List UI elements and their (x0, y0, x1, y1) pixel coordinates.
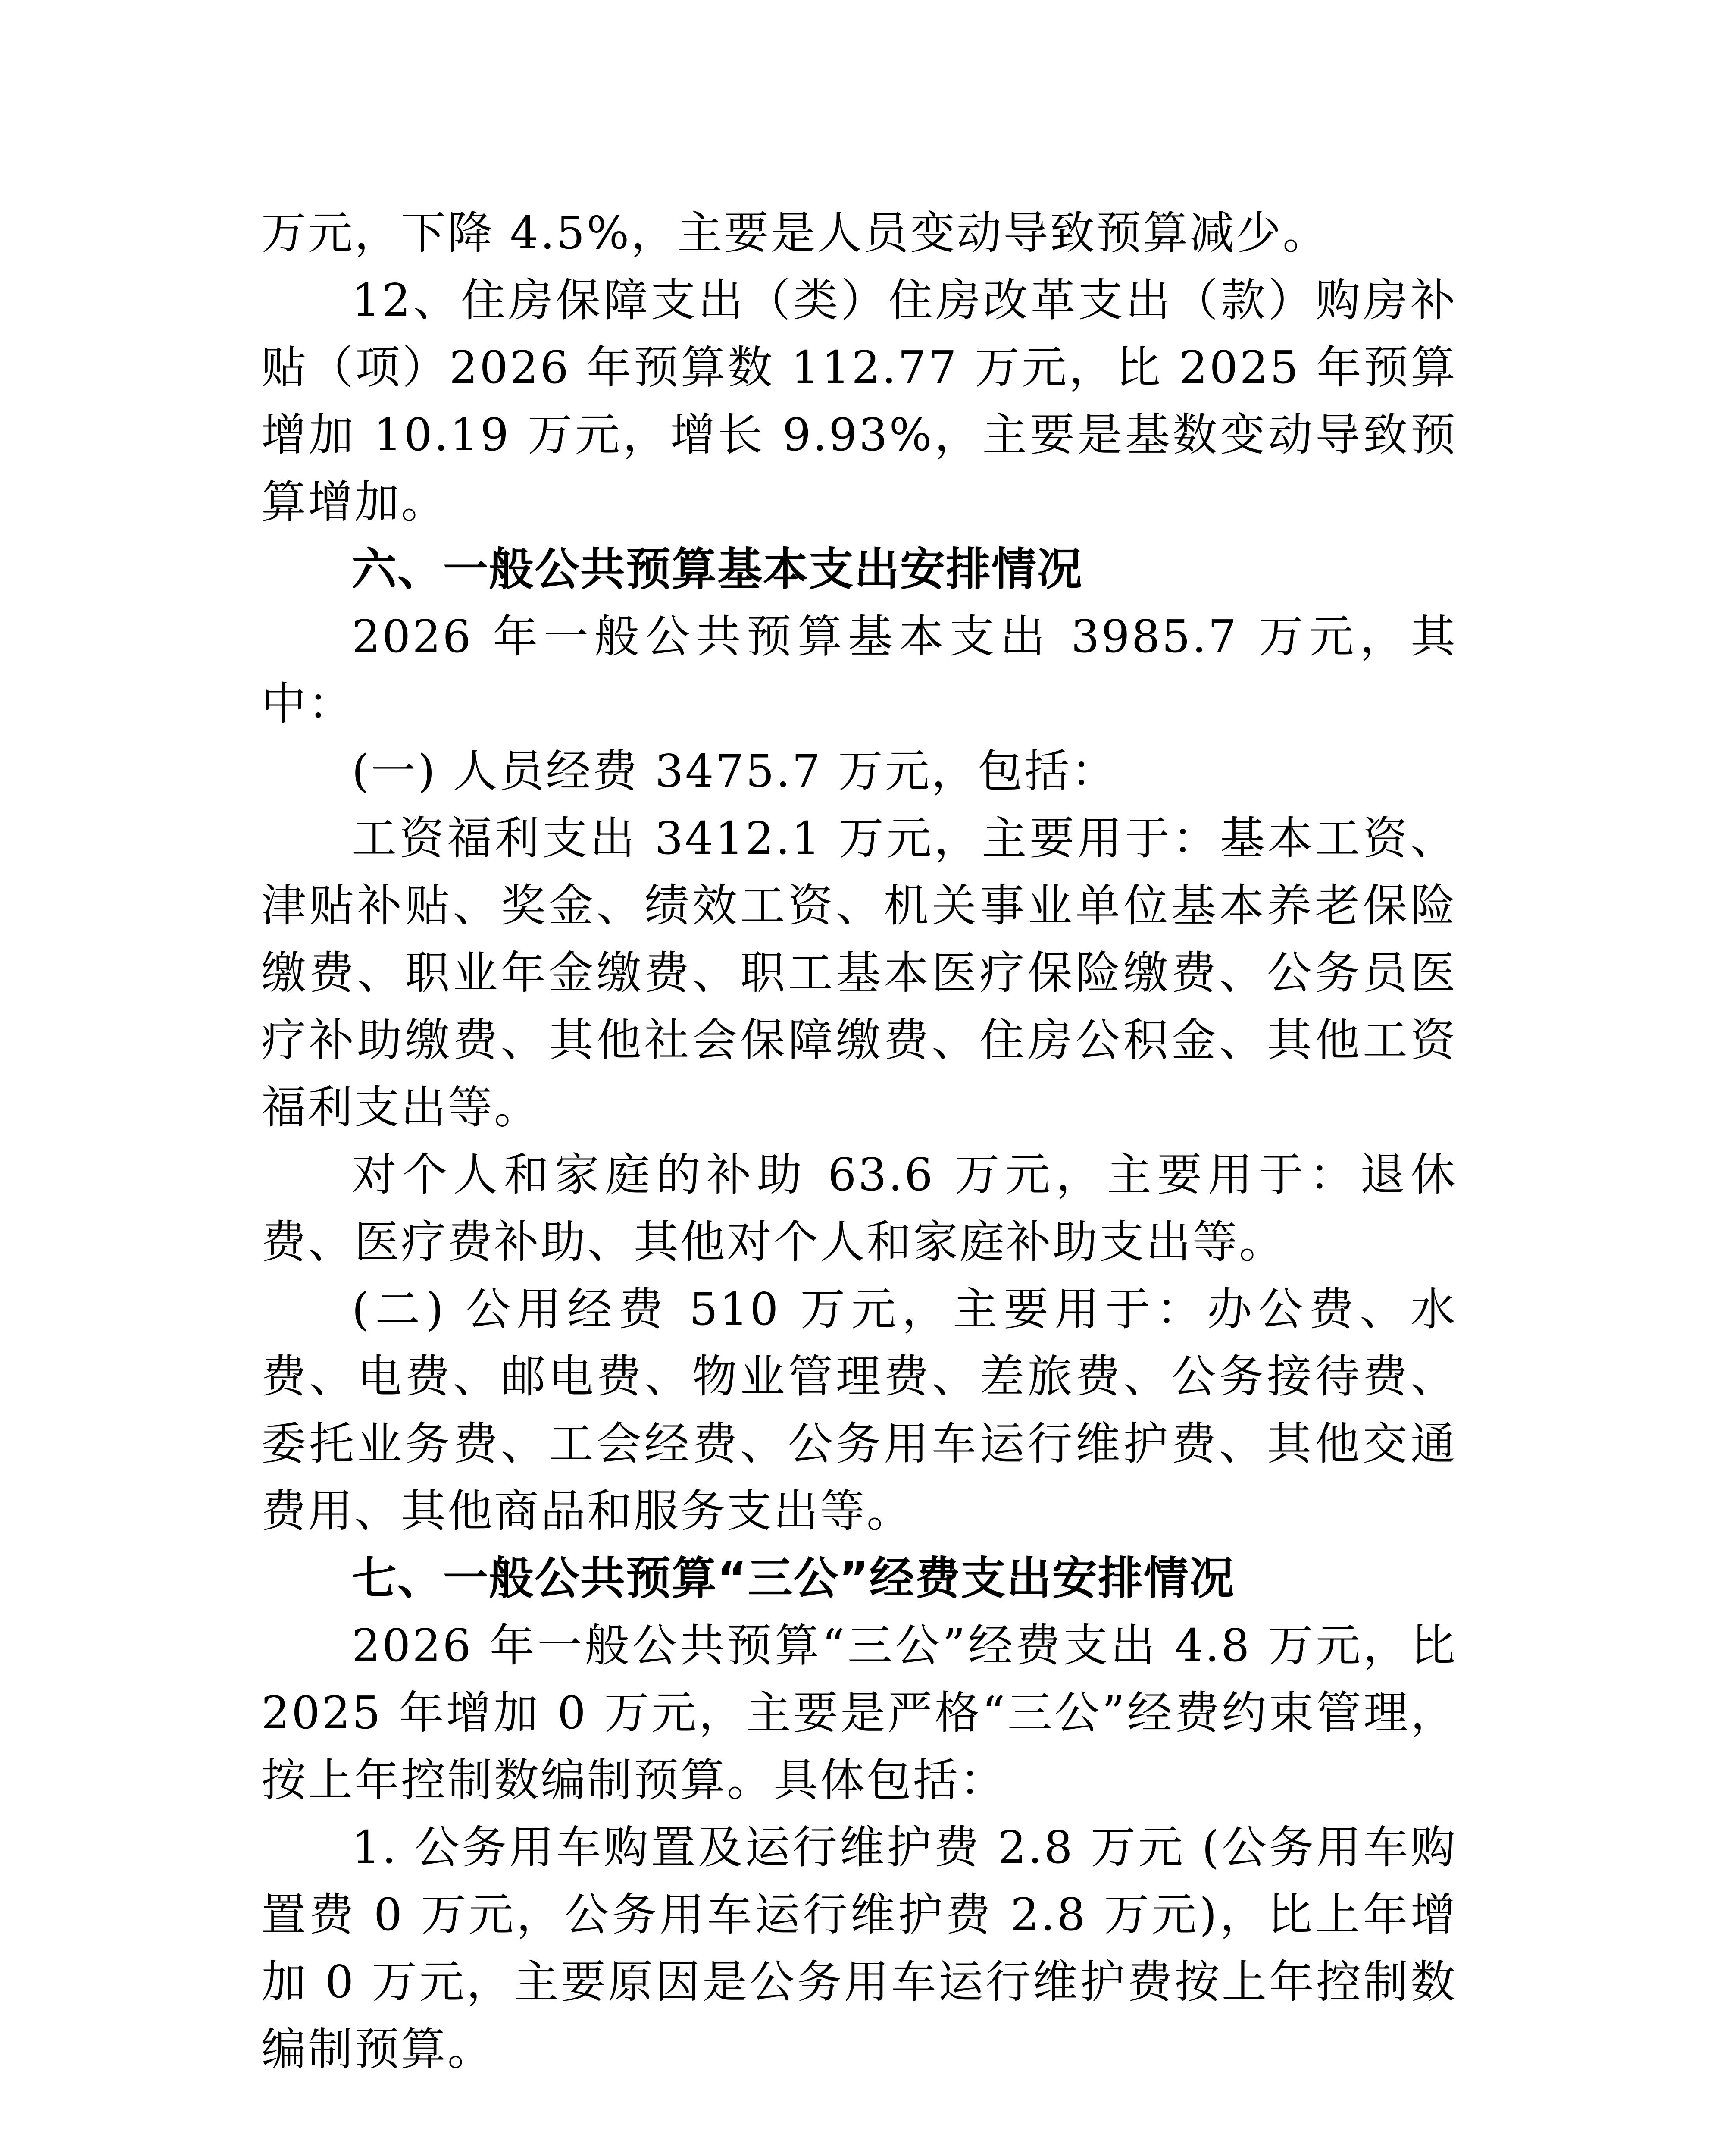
paragraph-item-12: 12、住房保障支出（类）住房改革支出（款）购房补贴（项）2026 年预算数 112.77 万元，比 2025 年预算增加 10.19 万元，增长 9.93%，主要是基数变动导致预算增加。 (261, 274, 1457, 528)
paragraph-household-subsidy: 对个人和家庭的补助 63.6 万元，主要用于：退休费、医疗费补助、其他对个人和家庭补助支出等。 (261, 1148, 1457, 1268)
section-heading-7: 七、一般公共预算“三公”经费支出安排情况 (352, 1552, 1235, 1604)
document-body (261, 199, 1457, 2083)
paragraph-wage-welfare: 工资福利支出 3412.1 万元，主要用于：基本工资、津贴补贴、奖金、绩效工资、机关事业单位基本养老保险缴费、职业年金缴费、职工基本医疗保险缴费、公务员医疗补助缴费、其他社会保障缴费、住房公积金、其他工资福利支出等。 (261, 812, 1457, 1134)
paragraph-continuation: 万元，下降 4.5%，主要是人员变动导致预算减少。 (261, 207, 1329, 259)
paragraph-public-expenses: (二) 公用经费 510 万元，主要用于：办公费、水费、电费、邮电费、物业管理费、差旅费、公务接待费、委托业务费、工会经费、公务用车运行维护费、其他交通费用、其他商品和服务支出等。 (261, 1283, 1457, 1537)
section-heading-6: 六、一般公共预算基本支出安排情况 (352, 543, 1083, 595)
paragraph-official-vehicle: 1. 公务用车购置及运行维护费 2.8 万元 (公务用车购置费 0 万元，公务用车运行维护费 2.8 万元)，比上年增加 0 万元，主要原因是公务用车运行维护费按上年控制数编制预算。 (261, 1821, 1457, 2075)
paragraph-personnel-expenses: (一) 人员经费 3475.7 万元，包括： (352, 745, 1118, 797)
paragraph-basic-expenditure: 2026 年一般公共预算基本支出 3985.7 万元，其中： (261, 610, 1457, 730)
paragraph-three-public: 2026 年一般公共预算“三公”经费支出 4.8 万元，比 2025 年增加 0 万元，主要是严格“三公”经费约束管理，按上年控制数编制预算。具体包括： (261, 1619, 1457, 1806)
